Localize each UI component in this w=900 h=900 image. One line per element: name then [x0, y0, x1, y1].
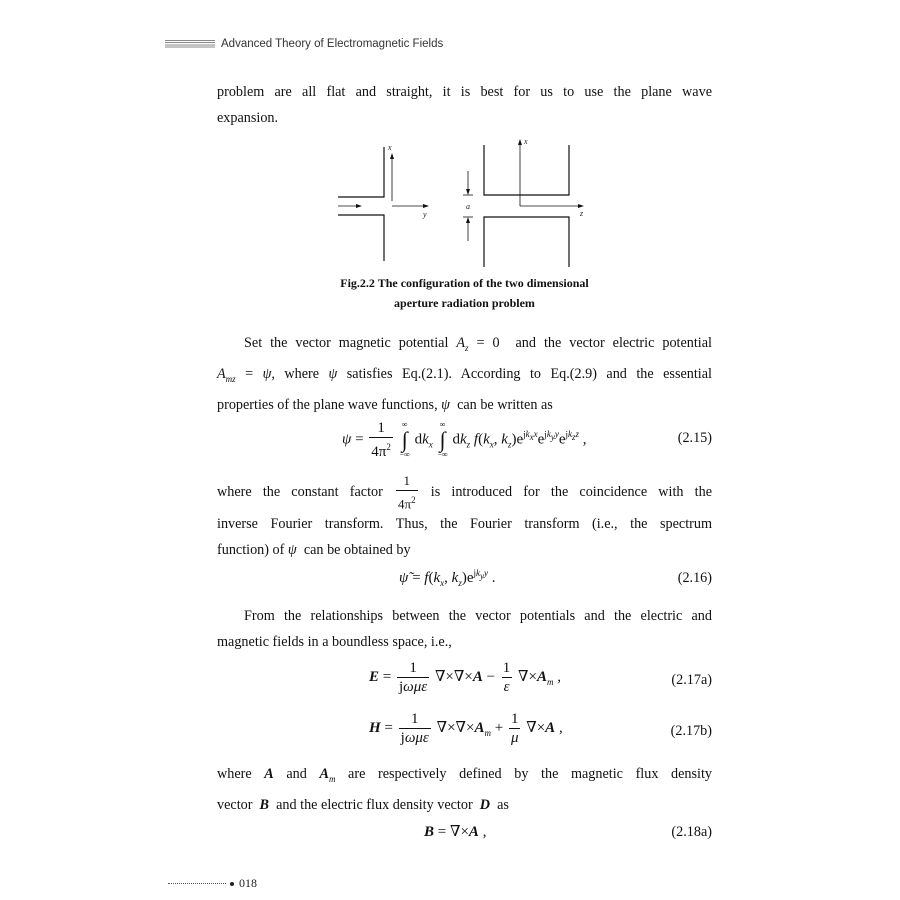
paragraph-3	[217, 603, 712, 655]
equation-2-18a	[217, 820, 712, 848]
left-x-label: x	[388, 143, 392, 152]
left-x-arrowhead	[390, 153, 394, 159]
header-rule-icon	[165, 40, 215, 49]
equation-2-15	[217, 418, 712, 468]
right-z-arrowhead	[578, 204, 584, 208]
eq-2-16-body: ψ̃ = $f(k_x$, $k_z)e^{jk_yy}$ .	[399, 568, 496, 588]
running-header	[165, 36, 443, 52]
eq-2-17b-body: H = $\frac{1}{\text{jωμε}}$ $\nabla\times\nabla\times A_m$ + $\frac{1}{\mu}$ ∇×A ,	[369, 711, 563, 746]
left-y-arrowhead	[423, 204, 429, 208]
left-lower-wall	[338, 215, 384, 261]
figure-caption	[217, 273, 712, 313]
eq-2-17a-number: (2.17a)	[671, 672, 712, 688]
intro-line-2: expansion.	[217, 110, 279, 126]
caption-line-2: aperture radiation problem	[394, 296, 535, 310]
footer-bullet-icon	[230, 882, 234, 886]
intro-paragraph	[217, 79, 712, 131]
p2-line-1: where the constant factor $\frac{1}{4\pi^2}$ is introduced for the coincidence with the	[217, 473, 713, 512]
eq-2-18a-body: B = ∇×A ,	[424, 824, 487, 840]
equation-2-17a	[217, 660, 712, 710]
p2-line-2: inverse Fourier transform. Thus, the Fourier transform (i.e., the spectrum	[217, 516, 712, 532]
intro-line-1: problem are all flat and straight, it is best for us to use the plane wave	[217, 84, 712, 100]
p4-line-2: vector B and the electric flux density vector D as	[217, 796, 509, 813]
right-lower-wall	[484, 217, 569, 267]
eq-2-17b-number: (2.17b)	[670, 723, 712, 739]
right-upper-wall	[484, 145, 569, 195]
footer-dotted-rule	[168, 883, 226, 884]
paragraph-4	[217, 761, 712, 818]
p1-line-3: properties of the plane wave functions, ψ can be written as	[217, 396, 553, 413]
left-y-label: y	[423, 210, 427, 219]
equation-2-17b	[217, 711, 712, 761]
eq-2-17a-body: E = $\frac{1}{\text{jωμε}}$ ∇×∇×A − $\frac{1}{\varepsilon}$ $\nabla\times A_m$ ,	[369, 660, 561, 695]
dim-a-label: a	[466, 202, 470, 211]
eq-2-15-body: ψ = $\frac{1}{4\pi^2}$ ∞ ∫ −∞ $dk_x$ ∞ ∫ −∞ $dk_z$ $f(k_x$, $k_z)e^{jk_xx}e^{jk_yy}e^{jk_zz}$ ,	[342, 420, 587, 460]
p3-line-2: magnetic fields in a boundless space, i.e.,	[217, 634, 452, 650]
right-x-label: x	[524, 137, 528, 146]
eq-2-15-number: (2.15)	[677, 430, 712, 446]
eq-2-18a-number: (2.18a)	[671, 824, 712, 840]
paragraph-2	[217, 473, 712, 563]
p1-line-1: Set the vector magnetic potential $A_z = 0$ and the vector electric potential	[244, 335, 712, 353]
p4-line-1: where A and $A_m$ are respectively defined by the magnetic flux density	[217, 766, 713, 784]
caption-line-1: Fig.2.2 The configuration of the two dimensional	[340, 276, 589, 290]
aperture-figure	[330, 135, 590, 267]
dim-a-lower-arrowhead	[466, 217, 470, 223]
p1-line-2: $A_{mz} = \psi$, where ψ satisfies Eq.(2.1). According to Eq.(2.9) and the essential	[217, 365, 712, 384]
p3-line-1: From the relationships between the vector potentials and the electric and	[244, 608, 712, 624]
dim-a-upper-arrowhead	[466, 189, 470, 195]
page-number: 018	[239, 876, 257, 890]
eq-2-16-number: (2.16)	[677, 570, 712, 586]
right-z-label: z	[580, 209, 584, 218]
equation-2-16	[217, 566, 712, 596]
header-title: Advanced Theory of Electromagnetic Fields	[221, 38, 444, 50]
paragraph-1	[217, 330, 712, 418]
page-footer	[168, 876, 257, 891]
left-upper-wall	[338, 147, 384, 197]
incident-arrowhead	[356, 204, 362, 208]
right-x-arrowhead	[518, 139, 522, 145]
p2-line-3: function) of ψ can be obtained by	[217, 542, 411, 558]
